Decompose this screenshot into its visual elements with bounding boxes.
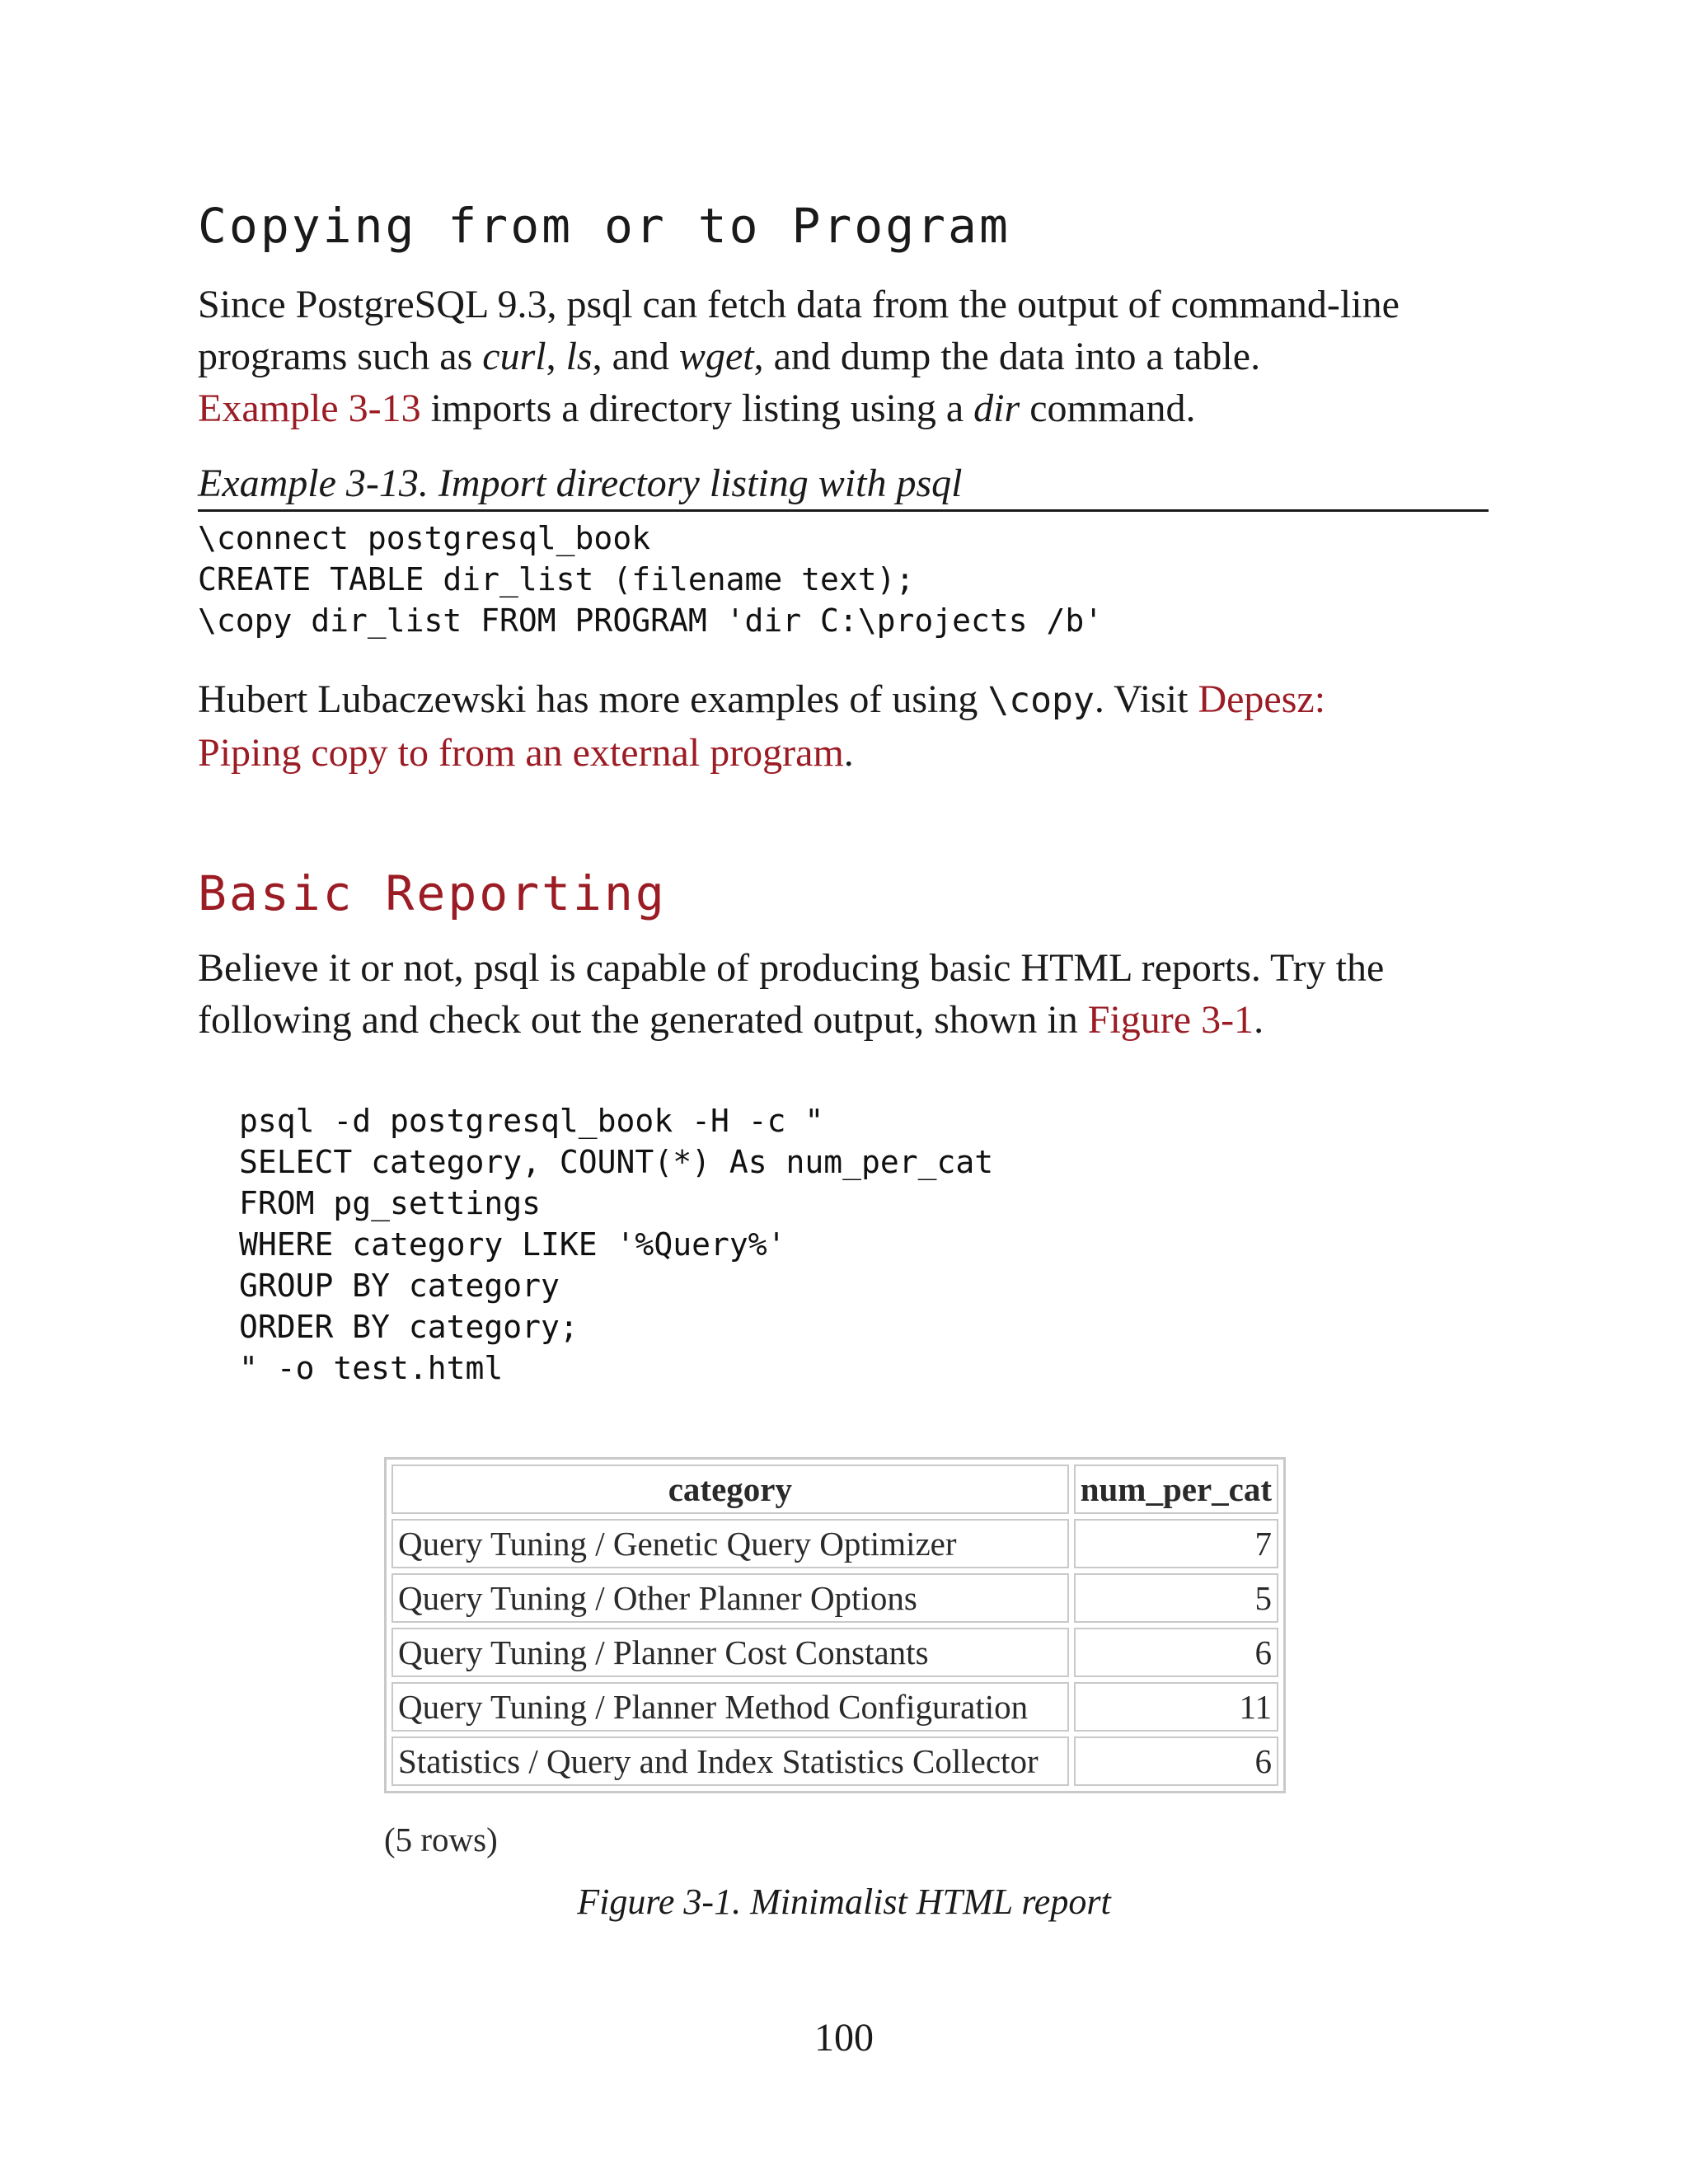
count-cell: 7 — [1074, 1519, 1278, 1568]
para-line-2 — [198, 727, 1484, 779]
text-run: . Visit — [1094, 677, 1198, 721]
code-block-import — [198, 518, 1103, 641]
category-cell: Query Tuning / Planner Cost Constants — [392, 1628, 1069, 1677]
code-line: psql -d postgresql_book -H -c " — [239, 1103, 824, 1139]
column-header-num-per-cat: num_per_cat — [1074, 1465, 1278, 1514]
table-row — [392, 1682, 1278, 1732]
figure-caption: Figure 3-1. Minimalist HTML report — [577, 1882, 1111, 1922]
para-line-2 — [198, 994, 1484, 1046]
column-header-category: category — [392, 1465, 1069, 1514]
para-line-3 — [198, 382, 1484, 434]
term-dir: dir — [973, 387, 1020, 430]
text-run: command. — [1020, 387, 1196, 430]
category-cell: Query Tuning / Planner Method Configuration — [392, 1682, 1069, 1732]
inline-code-copy: \copy — [987, 680, 1095, 721]
para-line-1: Believe it or not, psql is capable of producing basic HTML reports. Try the — [198, 946, 1385, 990]
page-number: 100 — [814, 2016, 874, 2060]
table-row — [392, 1628, 1278, 1677]
category-cell: Query Tuning / Other Planner Options — [392, 1573, 1069, 1623]
para-line-1 — [198, 673, 1484, 727]
para-line-1: Since PostgreSQL 9.3, psql can fetch data from the output of command-line — [198, 283, 1400, 326]
reporting-paragraph — [198, 942, 1484, 1046]
code-line: " -o test.html — [239, 1350, 504, 1386]
text-run: , — [546, 335, 566, 378]
term-curl: curl — [482, 335, 546, 378]
count-cell: 6 — [1074, 1628, 1278, 1677]
code-block-report — [239, 1100, 993, 1389]
text-run: . — [1254, 998, 1264, 1042]
text-run: following and check out the generated output, shown in — [198, 998, 1088, 1042]
example-title: Example 3-13. Import directory listing with psql — [198, 458, 1489, 512]
section-heading-copying: Copying from or to Program — [198, 198, 1010, 254]
code-line: FROM pg_settings — [239, 1185, 542, 1221]
code-line: \connect postgresql_book — [198, 520, 651, 556]
code-line: GROUP BY category — [239, 1268, 560, 1304]
para-line-2 — [198, 330, 1484, 382]
figure-3-1-link[interactable]: Figure 3-1 — [1087, 998, 1254, 1042]
table-row — [392, 1573, 1278, 1623]
text-run: . — [843, 731, 854, 775]
category-cell: Query Tuning / Genetic Query Optimizer — [392, 1519, 1069, 1568]
text-run: Hubert Lubaczewski has more examples of using — [198, 677, 988, 721]
text-run: imports a directory listing using a — [420, 387, 974, 430]
table-row — [392, 1519, 1278, 1568]
rows-count-note: (5 rows) — [384, 1821, 498, 1858]
depesz-paragraph — [198, 673, 1484, 779]
table-row — [392, 1736, 1278, 1786]
text-run: , and — [592, 335, 679, 378]
html-report-table — [384, 1457, 1286, 1793]
count-cell: 11 — [1074, 1682, 1278, 1732]
count-cell: 6 — [1074, 1736, 1278, 1786]
term-wget: wget — [678, 335, 754, 378]
text-run: , and dump the data into a table. — [753, 335, 1261, 378]
category-cell: Statistics / Query and Index Statistics Collector — [392, 1736, 1069, 1786]
code-line: WHERE category LIKE '%Query%' — [239, 1226, 786, 1263]
text-run: programs such as — [198, 335, 483, 378]
code-line: CREATE TABLE dir_list (filename text); — [198, 561, 915, 598]
count-cell: 5 — [1074, 1573, 1278, 1623]
code-line: ORDER BY category; — [239, 1309, 579, 1345]
code-line: SELECT category, COUNT(*) As num_per_cat — [239, 1144, 994, 1180]
piping-copy-link[interactable]: Piping copy to from an external program — [198, 731, 844, 775]
section-heading-basic-reporting: Basic Reporting — [198, 865, 667, 921]
depesz-link[interactable]: Depesz: — [1198, 677, 1326, 721]
code-line: \copy dir_list FROM PROGRAM 'dir C:\projects /b' — [198, 602, 1104, 639]
example-3-13-link[interactable]: Example 3-13 — [198, 387, 421, 430]
term-ls: ls — [565, 335, 593, 378]
table-header-row — [392, 1465, 1278, 1514]
intro-paragraph — [198, 279, 1484, 434]
